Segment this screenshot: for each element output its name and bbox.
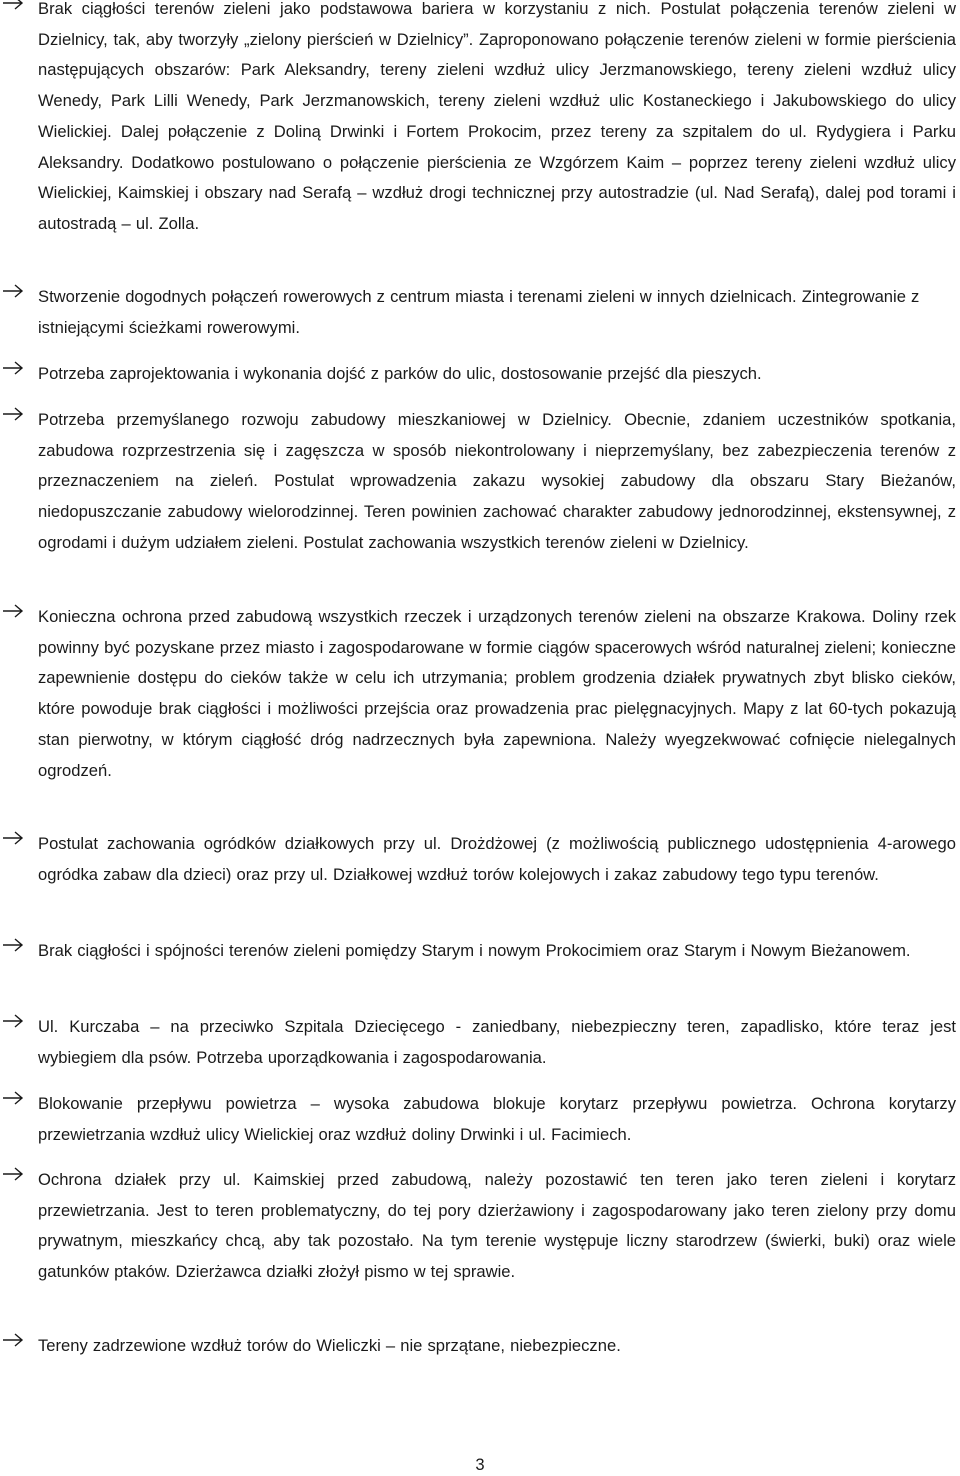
list-item (0, 1012, 960, 1073)
list-item-text: Tereny zadrzewione wzdłuż torów do Wieliczki – nie sprzątane, niebezpieczne. (38, 1336, 621, 1355)
list-item (0, 405, 960, 559)
right-arrow-icon (0, 602, 38, 634)
right-arrow-icon (0, 1331, 38, 1363)
right-arrow-icon (0, 1165, 38, 1197)
list-item-text: Potrzeba przemyślanego rozwoju zabudowy mieszkaniowej w Dzielnicy. Obecnie, zdaniem uczestników spotkania, zabudowa rozprzestrzenia się i zagęszcza w sposób niekontrolowany i nieprzemyślany, bez zabezpieczenia terenów z przeznaczeniem na zieleń. Postulat wprowadzenia zakazu wysokiej zabudowy dla obszaru Stary Bieżanów, niedopuszczanie zabudowy wielorodzinnej. Teren powinien zachować charakter zabudowy jednorodzinnej, ekstensywnej, z ogrodami i dużym udziałem zieleni. Postulat zachowania wszystkich terenów zieleni w Dzielnicy. (38, 410, 956, 552)
list-item-text: Potrzeba zaprojektowania i wykonania dojść z parków do ulic, dostosowanie przejść dla pieszych. (38, 364, 762, 383)
list-item-text: Konieczna ochrona przed zabudową wszystkich rzeczek i urządzonych terenów zieleni na obszarze Krakowa. Doliny rzek powinny być pozyskane przez miasto i zagospodarowane w formie ciągów spacerowych wśród naturalnej zieleni; konieczne zapewnienie dostępu do cieków także w celu ich utrzymania; problem grodzenia działek prywatnych zbyt blisko cieków, które powoduje brak ciągłości i możliwości przejścia oraz prowadzenia prac pielęgnacyjnych. Mapy z lat 60-tych pokazują stan pierwotny, w którym ciągłość dróg nadrzecznych była zapewniona. Należy wyegzekwować cofnięcie nielegalnych ogrodzeń. (38, 607, 956, 780)
list-item-text: Stworzenie dogodnych połączeń rowerowych z centrum miasta i terenami zieleni w innych dzielnicach. Zintegrowanie z istniejącymi ścieżkami rowerowymi. (38, 287, 920, 337)
right-arrow-icon (0, 0, 38, 26)
list-item-text: Brak ciągłości terenów zieleni jako podstawowa bariera w korzystaniu z nich. Postulat połączenia terenów zieleni w Dzielnicy, tak, aby tworzyły „zielony pierścień w Dzielnicy”. Zaproponowano połączenie terenów zieleni w formie pierścienia następujących obszarów: Park Aleksandry, tereny zieleni wzdłuż ulicy Jerzmanowskiego, tereny zieleni wzdłuż ulicy Wenedy, Park Lilli Wenedy, Park Jerzmanowskich, tereny zieleni wzdłuż ulic Kostaneckiego i Jakubowskiego do ulicy Wielickiej. Dalej połączenie z Doliną Drwinki i Fortem Prokocim, przez tereny za szpitalem do ul. Rydygiera i Parku Aleksandry. Dodatkowo postulowano o połączenie pierścienia ze Wzgórzem Kaim – poprzez tereny zieleni wzdłuż ulicy Wielickiej, Kaimskiej i obszary nad Serafą – wzdłuż drogi technicznej przy autostradzie (ul. Nad Serafą), dalej pod torami i autostradą – ul. Zolla. (38, 0, 956, 233)
list-item (0, 1089, 960, 1150)
list-item (0, 936, 960, 968)
list-item (0, 602, 960, 786)
right-arrow-icon (0, 1089, 38, 1121)
right-arrow-icon (0, 829, 38, 861)
page-number: 3 (475, 1455, 485, 1474)
right-arrow-icon (0, 359, 38, 391)
list-item-text: Postulat zachowania ogródków działkowych przy ul. Drożdżowej (z możliwością publicznego udostępnienia 4-arowego ogródka zabaw dla dzieci) oraz przy ul. Działkowej wzdłuż torów kolejowych i zakaz zabudowy tego typu terenów. (38, 834, 956, 884)
list-item (0, 1165, 960, 1288)
list-item-text: Brak ciągłości i spójności terenów zieleni pomiędzy Starym i nowym Prokocimiem oraz Starym i Nowym Bieżanowem. (38, 941, 911, 960)
list-item-text: Ul. Kurczaba – na przeciwko Szpitala Dziecięcego - zaniedbany, niebezpieczny teren, zapadlisko, które teraz jest wybiegiem dla psów. Potrzeba uporządkowania i zagospodarowania. (38, 1017, 956, 1067)
list-item (0, 829, 960, 890)
right-arrow-icon (0, 405, 38, 437)
list-item (0, 1331, 960, 1363)
list-item-text: Ochrona działek przy ul. Kaimskiej przed zabudową, należy pozostawić ten teren jako teren zieleni i korytarz przewietrzania. Jest to teren problematyczny, do tej pory dzierżawiony i zagospodarowany jako teren zielony przy domu prywatnym, mieszkańcy chcą, aby tak pozostało. Na tym terenie występuje liczny starodrzew (świerki, buki) oraz wiele gatunków ptaków. Dzierżawca działki złożył pismo w tej sprawie. (38, 1170, 956, 1282)
list-item-text: Blokowanie przepływu powietrza – wysoka zabudowa blokuje korytarz przepływu powietrza. Ochrona korytarzy przewietrzania wzdłuż ulicy Wielickiej oraz wzdłuż doliny Drwinki i ul. Facimiech. (38, 1094, 956, 1144)
right-arrow-icon (0, 1012, 38, 1044)
right-arrow-icon (0, 936, 38, 968)
list-item (0, 282, 960, 343)
right-arrow-icon (0, 282, 38, 314)
list-item (0, 0, 960, 240)
list-item (0, 359, 960, 391)
